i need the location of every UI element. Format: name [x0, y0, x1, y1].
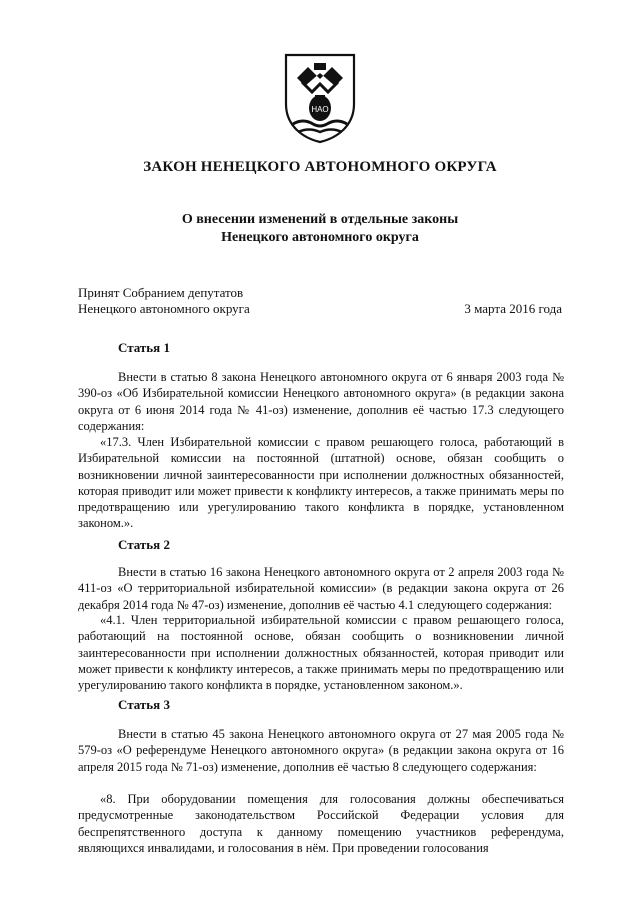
law-title: ЗАКОН НЕНЕЦКОГО АВТОНОМНОГО ОКРУГА [143, 159, 497, 175]
article-intro: Внести в статью 8 закона Ненецкого автономного округа от 6 января 2003 года № 390-оз «Об Избирательной комиссии Ненецкого автономного округа» (в редакции закона округа от 6 июня 2014 года № 41-оз) изменение, дополнив её частью 17.3 следующего содержания: [78, 370, 564, 433]
article-heading: Статья 3 [118, 697, 170, 712]
article-heading: Статья 1 [118, 340, 170, 355]
article-intro: Внести в статью 45 закона Ненецкого автономного округа от 27 мая 2005 года № 579-оз «О референдуме Ненецкого автономного округа» (в редакции закона округа от 16 апреля 2015 года № 71-оз) изменение, дополнив её частью 8 следующего содержания: [78, 727, 564, 774]
adoption-note [78, 285, 250, 317]
adoption-line: Ненецкого автономного округа [78, 301, 250, 316]
emblem-text: НАО [311, 105, 329, 114]
law-subtitle-line: Ненецкого автономного округа [221, 230, 419, 245]
coat-of-arms-icon [281, 52, 359, 144]
article-intro: Внести в статью 16 закона Ненецкого автономного округа от 2 апреля 2003 года № 411-оз «О территориальной избирательной комиссии» (в редакции закона округа от 26 декабря 2014 года № 47-оз) изменение, дополнив её частью 4.1 следующего содержания: [78, 565, 564, 612]
adoption-date: 3 марта 2016 года [464, 301, 562, 316]
law-subtitle-line: О внесении изменений в отдельные законы [181, 212, 459, 227]
article-quote: «17.3. Член Избирательной комиссии с правом решающего голоса, работающий в Избирательной комиссии на постоянной (штатной) основе, обязан сообщить о возникновении личной заинтересованности при исполнении должностных обязанностей, которая приводит или может привести к конфликту интересов, а также принимать меры по предотвращению или урегулированию такого конфликта в порядке, установленном законом.». [78, 435, 564, 531]
article-heading: Статья 2 [118, 537, 170, 552]
law-subtitle [0, 211, 640, 247]
article-quote: «4.1. Член территориальной избирательной комиссии с правом решающего голоса, работающий на постоянной основе, обязан сообщить о возникновении личной заинтересованности при исполнении должностных обязанностей, которая приводит или может привести к конфликту интересов, а также принимать меры по предотвращению или урегулированию такого конфликта в порядке, установленном законом.». [78, 613, 564, 693]
article-quote: «8. При оборудовании помещения для голосования должны обеспечиваться предусмотренные законодательством Российской Федерации условия для беспрепятственного доступа к данному помещению участников референдума, являющихся инвалидами, и голосования в нём. При проведении голосования [78, 792, 564, 855]
adoption-line: Принят Собранием депутатов [78, 285, 244, 300]
